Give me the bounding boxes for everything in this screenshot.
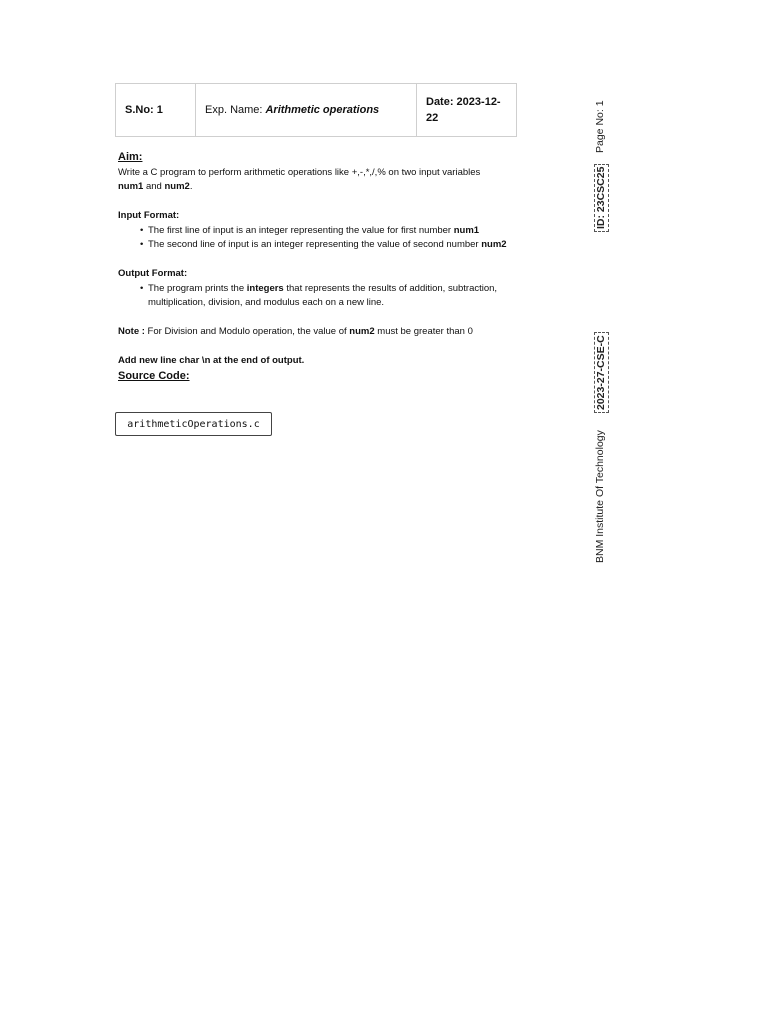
experiment-name-cell	[196, 84, 417, 136]
input-format-section	[118, 209, 518, 253]
input-bullet-2-text: The second line of input is an integer representing the value of second number	[148, 239, 482, 250]
list-item	[142, 282, 518, 311]
side-margin	[591, 95, 611, 565]
experiment-header-table	[115, 83, 517, 137]
aim-var-num2: num2	[164, 181, 190, 192]
newline-instruction	[118, 354, 518, 369]
input-bullet-1-text: The first line of input is an integer representing the value for first number	[148, 224, 454, 236]
aim-end: .	[189, 181, 193, 192]
aim-title: Aim:	[118, 151, 143, 163]
list-item	[142, 238, 518, 253]
aim-text	[118, 166, 518, 195]
output-bullet-pre: The program prints the	[148, 282, 247, 294]
aim-section	[118, 150, 518, 195]
note-text-pre: For Division and Modulo operation, the value of	[144, 326, 350, 337]
newline-instruction-text: Add new line char \n at the end of output.	[118, 355, 305, 366]
note-line	[118, 325, 518, 340]
input-format-title: Input Format:	[118, 210, 180, 221]
source-code-title: Source Code:	[118, 369, 190, 382]
input-format-list	[118, 224, 518, 253]
note-label: Note :	[118, 326, 145, 337]
source-file-name: arithmeticOperations.c	[127, 418, 260, 430]
input-bullet-1-var: num1	[453, 224, 480, 236]
aim-text-body: Write a C program to perform arithmetic operations like +,-,*,/,% on two input variables	[118, 166, 481, 178]
serial-number-cell	[116, 84, 196, 136]
date-cell	[417, 84, 516, 136]
batch-code: 2023-27-CSE-C	[594, 332, 609, 413]
institute-name: BNM Institute Of Technology	[594, 430, 606, 563]
aim-joiner: and	[143, 181, 165, 192]
output-bullet-post: that represents the results of addition, subtraction, multiplication, division, and modulus each on a new line.	[148, 282, 498, 308]
student-id: ID: 23CSC25	[594, 164, 609, 232]
page-number: Page No: 1	[594, 100, 606, 153]
output-format-list	[118, 282, 518, 311]
input-bullet-2-var: num2	[481, 239, 507, 250]
experiment-name-value: Arithmetic operations	[265, 104, 380, 116]
serial-number: S.No: 1	[125, 104, 163, 116]
experiment-date: Date: 2023-12-22	[426, 96, 501, 124]
output-bullet-bold: integers	[246, 282, 284, 294]
experiment-name-label: Exp. Name:	[205, 104, 263, 116]
list-item	[142, 224, 518, 239]
note-text-post: must be greater than 0	[374, 326, 473, 337]
aim-var-num1: num1	[118, 181, 144, 192]
source-file-button[interactable]	[115, 412, 272, 436]
problem-statement	[118, 150, 518, 384]
output-format-title: Output Format:	[118, 268, 188, 279]
output-format-section	[118, 267, 518, 311]
note-var: num2	[349, 326, 375, 337]
